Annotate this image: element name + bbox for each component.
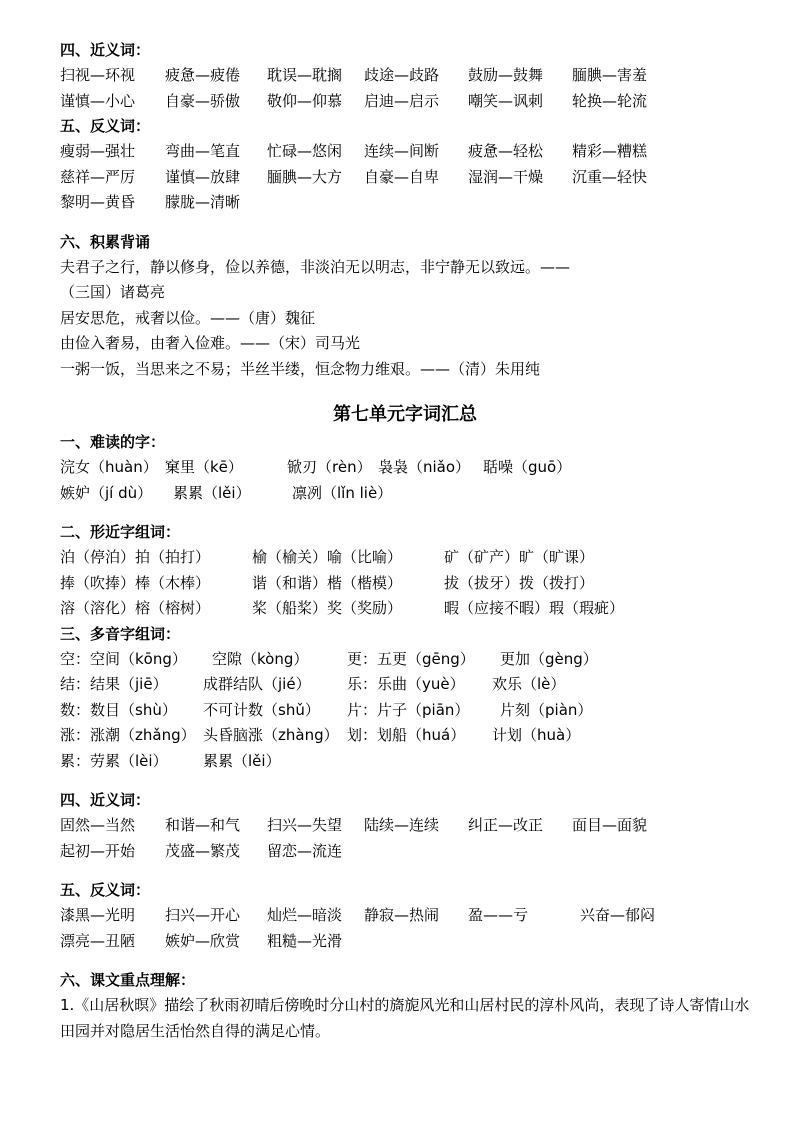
word-pair: 漂亮—丑陋 (60, 931, 136, 950)
word-pair: 嫉妒—欣赏 (165, 931, 241, 950)
pinyin-item: 嫉妒（jí dù） (60, 483, 153, 502)
word-pair: 慈祥—严厉 (60, 167, 136, 186)
word-pair: 固然—当然 (60, 816, 136, 834)
word-pair: 自豪—自卑 (364, 167, 440, 186)
polyphone-row (60, 749, 750, 775)
pinyin-item: 窠里（kē） (165, 458, 243, 476)
pinyin-row (60, 455, 750, 481)
recitation-line: 一粥一饭，当思来之不易；半丝半缕，恒念物力维艰。——（清）朱用纯 (60, 359, 541, 378)
pinyin-item: 浣女（huàn） (60, 458, 158, 476)
word-pair: 歧途—歧路 (364, 66, 440, 84)
word-pair: 连续—间断 (364, 142, 440, 160)
word-pair: 漆黑—光明 (60, 906, 136, 924)
word-pair-row (60, 929, 750, 955)
pinyin-item: 袅袅（niǎo） (378, 458, 471, 476)
polyphone-item: 乐：乐曲（yuè） (347, 675, 465, 693)
section-heading-synonyms-2: 四、近义词： (60, 791, 151, 809)
word-pair: 朦胧—清晰 (165, 193, 241, 211)
word-pair: 陆续—连续 (364, 816, 440, 834)
recitation-line: 居安思危，戒奢以俭。——（唐）魏征 (60, 308, 316, 327)
polyphone-item: 不可计数（shǔ） (203, 700, 320, 719)
word-pair-row (60, 813, 750, 839)
word-pair-row (60, 89, 750, 115)
word-pair: 扫兴—失望 (267, 816, 343, 834)
polyphone-row (60, 723, 750, 749)
word-pair: 沉重—轻快 (572, 167, 648, 186)
polyphone-item: 空：空间（kōng） (60, 649, 187, 668)
pinyin-item: 累累（lěi） (173, 483, 251, 502)
polyphone-item: 累：劳累（lèi） (60, 751, 168, 770)
word-pair: 纠正—改正 (468, 816, 544, 834)
word-pair-row (60, 165, 750, 191)
char-group-row (60, 545, 750, 571)
word-pair: 静寂—热闹 (364, 906, 440, 924)
word-pair: 和谐—和气 (165, 816, 241, 834)
pinyin-item: 凛冽（lǐn liè） (292, 483, 393, 502)
char-group: 矿（矿产）旷（旷课） (444, 548, 595, 566)
word-pair-row (60, 839, 750, 865)
word-pair: 轮换—轮流 (572, 91, 648, 110)
polyphone-item: 空隙（kòng） (212, 649, 309, 668)
word-pair: 扫兴—开心 (165, 906, 241, 924)
word-pair: 兴奋—郁闷 (580, 906, 656, 924)
char-group: 溶（溶化）榕（榕树） (60, 599, 211, 617)
section-heading-similar-chars: 二、形近字组词： (60, 523, 181, 541)
section-heading-antonyms-1: 五、反义词： (60, 117, 151, 135)
polyphone-item: 片刻（piàn） (500, 700, 593, 719)
polyphone-item: 数：数目（shù） (60, 700, 177, 719)
word-pair: 起初—开始 (60, 841, 136, 860)
word-pair: 自豪—骄傲 (165, 91, 241, 110)
word-pair: 粗糙—光滑 (267, 931, 343, 950)
section-heading-key-points: 六、课文重点理解： (60, 971, 196, 989)
char-group-row (60, 571, 750, 597)
polyphone-item: 片：片子（piān） (347, 700, 470, 719)
polyphone-item: 成群结队（jié） (203, 675, 311, 693)
word-pair: 留恋—流连 (267, 841, 343, 860)
word-pair: 黎明—黄昏 (60, 193, 136, 211)
polyphone-row (60, 672, 750, 698)
word-pair: 启迪—启示 (364, 91, 440, 110)
char-group: 榆（榆关）喻（比喻） (252, 548, 403, 566)
word-pair: 鼓励—鼓舞 (468, 66, 544, 84)
polyphone-row (60, 698, 750, 724)
word-pair-row (60, 139, 750, 165)
word-pair-row (60, 903, 750, 929)
char-group: 谐（和谐）楷（楷模） (252, 573, 403, 592)
word-pair: 灿烂—暗淡 (267, 906, 343, 924)
word-pair: 谨慎—放肆 (165, 167, 241, 186)
word-pair: 疲惫—疲倦 (165, 66, 241, 84)
recitation-line: 夫君子之行，静以修身，俭以养德，非淡泊无以明志，非宁静无以致远。—— (60, 257, 571, 276)
section-heading-antonyms-2: 五、反义词： (60, 881, 151, 899)
word-pair: 弯曲—笔直 (165, 142, 241, 160)
key-point-paragraph: 1.《山居秋暝》描绘了秋雨初晴后傍晚时分山村的旖旎风光和山居村民的淳朴风尚，表现了诗人寄情山水田园并对隐居生活怡然自得的满足心情。 (60, 996, 750, 1040)
char-group: 桨（船桨）奖（奖励） (252, 599, 403, 617)
polyphone-item: 累累（lěi） (203, 751, 281, 770)
page (60, 38, 750, 1044)
word-pair: 忙碌—悠闲 (267, 142, 343, 160)
word-pair: 敬仰—仰慕 (267, 91, 343, 110)
char-group: 捧（吹捧）棒（木棒） (60, 573, 211, 592)
polyphone-item: 涨：涨潮（zhǎng） (60, 726, 196, 744)
char-group: 拔（拔牙）拨（拨打） (444, 573, 595, 592)
recitation-line: 由俭入奢易，由奢入俭难。——（宋）司马光 (60, 334, 361, 352)
word-pair: 瘦弱—强壮 (60, 142, 136, 160)
word-pair-row (60, 190, 750, 216)
word-pair-row (60, 63, 750, 89)
section-heading-synonyms-1: 四、近义词： (60, 41, 151, 59)
pinyin-item: 锨刃（rèn） (287, 458, 372, 476)
word-pair: 茂盛—繁茂 (165, 841, 241, 860)
word-pair: 谨慎—小心 (60, 91, 136, 110)
polyphone-item: 更：五更（gēng） (347, 649, 475, 668)
pinyin-item: 聒噪（guō） (483, 458, 572, 476)
section-heading-polyphones: 三、多音字组词： (60, 624, 181, 643)
section-heading-hard-chars: 一、难读的字： (60, 433, 166, 451)
polyphone-item: 划：划船（huá） (347, 726, 466, 744)
word-pair: 嘲笑—讽刺 (468, 91, 544, 110)
polyphone-item: 头昏脑涨（zhàng） (203, 726, 339, 744)
polyphone-item: 结：结果（jiē） (60, 675, 168, 693)
word-pair: 扫视—环视 (60, 66, 136, 84)
polyphone-item: 计划（huà） (492, 726, 581, 744)
char-group-row (60, 596, 750, 622)
polyphone-item: 欢乐（lè） (492, 675, 566, 693)
page-title: 第七单元字词汇总 (333, 404, 477, 425)
word-pair: 疲惫—轻松 (468, 142, 544, 160)
section-heading-recitation: 六、积累背诵 (60, 232, 151, 251)
word-pair: 耽误—耽搁 (267, 66, 343, 84)
word-pair: 腼腆—大方 (267, 167, 343, 186)
word-pair: 腼腆—害羞 (572, 66, 648, 84)
word-pair: 盈——亏 (468, 906, 529, 924)
polyphone-item: 更加（gèng） (500, 649, 598, 668)
char-group: 泊（停泊）拍（拍打） (60, 548, 211, 566)
pinyin-row (60, 481, 750, 507)
polyphone-row (60, 647, 750, 673)
recitation-line: （三国）诸葛亮 (60, 283, 166, 301)
word-pair: 精彩—糟糕 (572, 142, 648, 160)
word-pair: 面目—面貌 (572, 816, 648, 834)
word-pair: 湿润—干燥 (468, 167, 544, 186)
char-group: 暇（应接不暇）瑕（瑕疵） (444, 599, 625, 617)
